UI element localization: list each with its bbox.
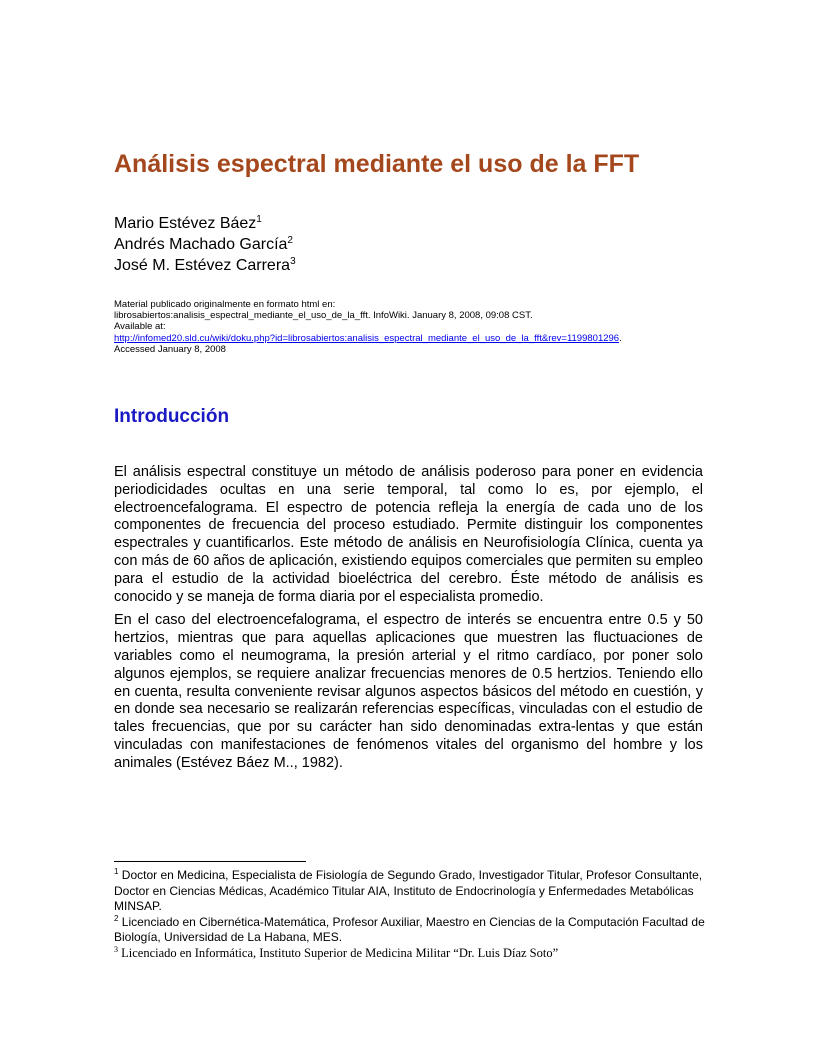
footnote-mark: 1: [114, 867, 119, 876]
author-name: Andrés Machado García: [114, 236, 288, 253]
paragraph-1: El análisis espectral constituye un método de análisis poderoso para poner en evidencia periodicidades ocultas en una serie temporal, tal como lo es, por ejemplo, el electroencefalograma. El espectro de potencia refleja la energía de cada uno de los componentes de frecuencia del proceso estudiado. Permite distinguir los componentes espectrales y cuantificarlos. Este método de análisis en Neurofisiología Clínica, cuenta ya con más de 60 años de aplicación, existiendo equipos comerciales que permiten su empleo para el estudio de la actividad bioeléctrica del cerebro. Éste método de análisis es conocido y se maneja de forma diaria por el especialista promedio.: [114, 464, 703, 605]
author-list: [114, 213, 296, 276]
source-line: Available at:: [114, 321, 166, 333]
author-name: Mario Estévez Báez: [114, 215, 257, 232]
source-line: librosabiertos:analisis_espectral_mediante_el_uso_de_la_fft. InfoWiki. January 8, 2008, 09:08 CST.: [114, 310, 533, 322]
footnote-1: [114, 868, 714, 915]
source-link-line: [114, 333, 622, 344]
footnote-2: [114, 915, 714, 946]
footnote-mark: 1: [256, 214, 262, 225]
footnotes: [114, 868, 714, 961]
section-heading: Introducción: [114, 406, 230, 427]
author-2: [114, 234, 296, 255]
footnote-3: [114, 946, 714, 962]
footnote-text: Doctor en Medicina, Especialista de Fisiología de Segundo Grado, Investigador Titular, Profesor Consultante, Doctor en Ciencias Médicas, Académico Titular AIA, Instituto de Endocrinología y Enfermedades Metabólicas MINSAP.: [114, 868, 703, 913]
paragraph-2: En el caso del electroencefalograma, el espectro de interés se encuentra entre 0.5 y 50 hertzios, mientras que para aquellas aplicaciones que muestren las fluctuaciones de variables como el neumograma, la presión arterial y el ritmo cardíaco, por poner solo algunos ejemplos, se requiere analizar frecuencias menores de 0.5 hertzios. Teniendo ello en cuenta, resulta conveniente revisar algunos aspectos básicos del método en cuestión, y en donde sea necesario se realizarán referencias específicas, vinculadas con el estudio de tales frecuencias, que por su carácter han sido denominadas extra-lentas y que están vinculadas con manifestaciones de fenómenos vitales del organismo del hombre y los animales (Estévez Báez M.., 1982).: [114, 612, 703, 771]
footnote-mark: 3: [114, 944, 118, 954]
body-text: [114, 464, 703, 779]
source-link[interactable]: http://infomed20.sld.cu/wiki/doku.php?id=librosabiertos:analisis_espectral_mediante_el_uso_de_la_fft&rev=1199801296: [114, 332, 620, 344]
author-3: [114, 255, 296, 276]
footnote-mark: 3: [290, 256, 296, 267]
document-title: Análisis espectral mediante el uso de la FFT: [114, 150, 640, 178]
footnote-divider: [114, 861, 306, 862]
source-note: [114, 299, 622, 355]
footnote-mark: 2: [287, 235, 293, 246]
footnote-text: Licenciado en Informática, Instituto Superior de Medicina Militar “Dr. Luis Díaz Soto”: [118, 945, 559, 960]
footnote-text: Licenciado en Cibernética-Matemática, Profesor Auxiliar, Maestro en Ciencias de la Computación Facultad de Biología, Universidad de La Habana, MES.: [114, 914, 705, 944]
author-1: [114, 213, 296, 234]
author-name: José M. Estévez Carrera: [114, 257, 291, 274]
footnote-mark: 2: [114, 913, 119, 923]
source-accessed: Accessed January 8, 2008: [114, 343, 226, 355]
source-link-suffix: .: [619, 332, 622, 344]
source-line: Material publicado originalmente en formato html en:: [114, 299, 336, 310]
